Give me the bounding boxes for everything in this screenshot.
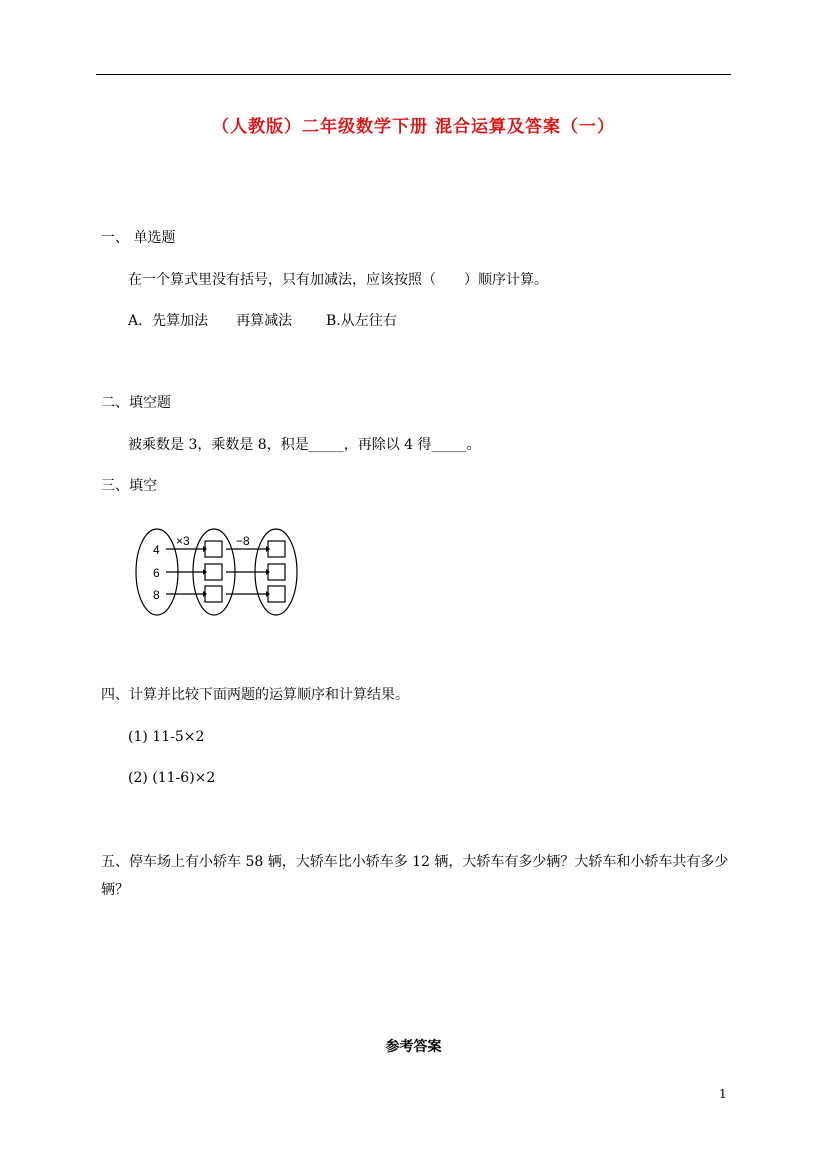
answer-box — [268, 564, 285, 580]
section4-item2: (2) (11-6)×2 — [128, 770, 216, 786]
mapping-diagram — [130, 524, 302, 620]
section2-heading: 二、填空题 — [101, 395, 171, 411]
section3-heading: 三、填空 — [101, 478, 157, 494]
section2-question: 被乘数是 3，乘数是 8，积是_____，再除以 4 得_____。 — [128, 437, 481, 453]
operation-label-1: ×3 — [176, 534, 190, 548]
section1-question: 在一个算式里没有括号，只有加减法，应该按照（ ）顺序计算。 — [128, 272, 548, 288]
input-value: 6 — [153, 566, 160, 580]
section1-option-a: A．先算加法 再算减法 — [128, 313, 293, 329]
answer-box — [205, 586, 222, 602]
section1-heading: 一、 单选题 — [101, 230, 176, 246]
page-number: 1 — [719, 1087, 727, 1101]
section4-heading: 四、计算并比较下面两题的运算顺序和计算结果。 — [101, 687, 409, 703]
header-rule — [96, 74, 731, 75]
answer-box — [268, 586, 285, 602]
section4-item1: (1) 11-5×2 — [128, 729, 205, 745]
section5-question: 五、停车场上有小轿车 58 辆，大轿车比小轿车多 12 辆，大轿车有多少辆？大轿车和小轿车共有多少辆？ — [101, 854, 729, 898]
answer-heading: 参考答案 — [385, 1039, 442, 1055]
operation-label-2: −8 — [236, 534, 250, 548]
answer-box — [205, 564, 222, 580]
answer-box — [205, 541, 222, 557]
input-value: 8 — [153, 588, 160, 602]
section1-option-b: B.从左往右 — [326, 313, 397, 329]
input-value: 4 — [153, 543, 160, 557]
page-title: （人教版）二年级数学下册 混合运算及答案（一） — [212, 117, 615, 137]
answer-box — [268, 541, 285, 557]
